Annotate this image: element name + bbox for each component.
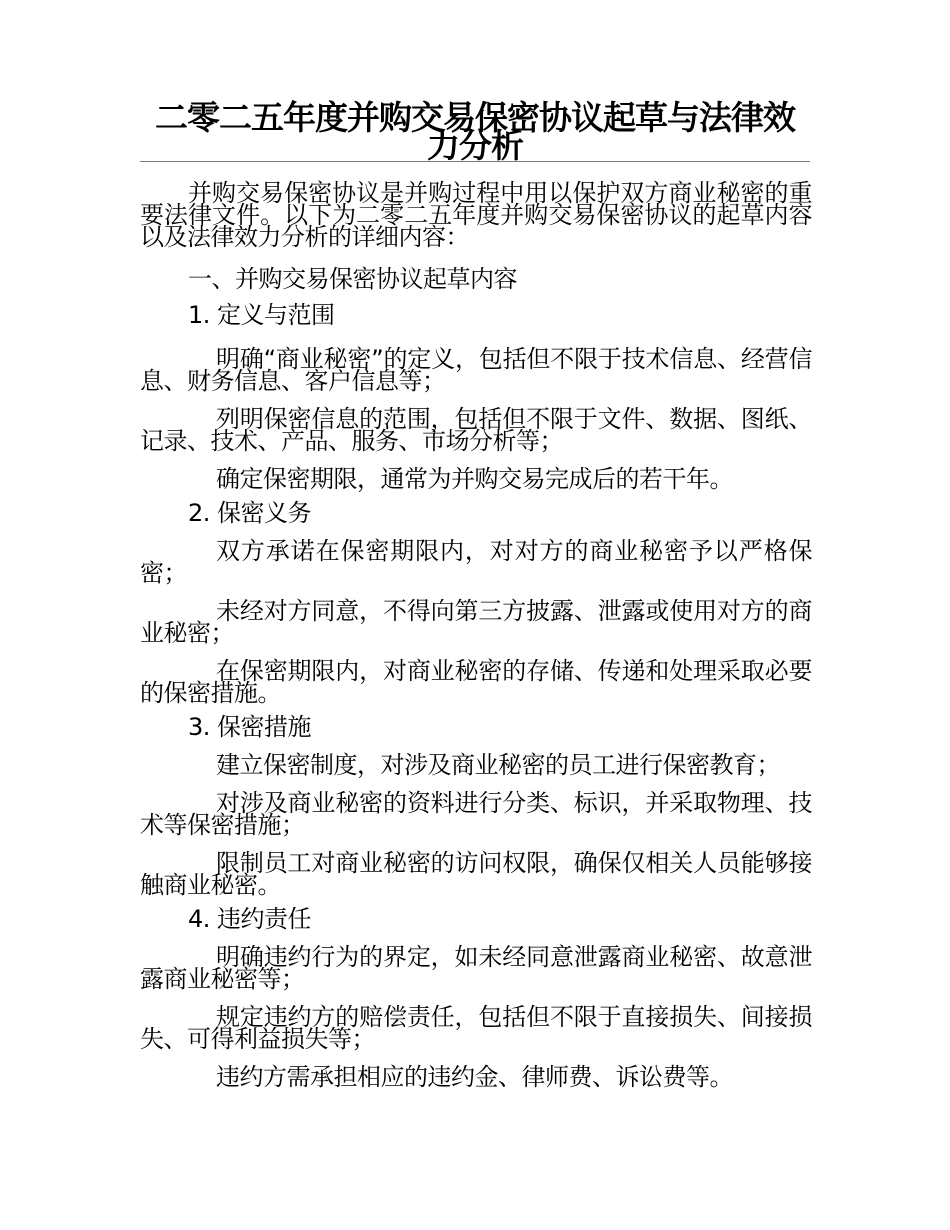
document-title: 二零二五年度并购交易保密协议起草与法律效力分析 <box>155 98 795 165</box>
subsection-heading-liability: 4. 违约责任 <box>188 905 312 933</box>
document-body <box>140 176 812 1091</box>
list-item: 列明保密信息的范围，包括但不限于文件、数据、图纸、记录、技术、产品、服务、市场分析等； <box>140 405 812 455</box>
list-item: 明确违约行为的界定，如未经同意泄露商业秘密、故意泄露商业秘密等； <box>140 943 812 993</box>
list-item: 建立保密制度，对涉及商业秘密的员工进行保密教育； <box>216 751 780 779</box>
list-item: 规定违约方的赔偿责任，包括但不限于直接损失、间接损失、可得利益损失等； <box>140 1003 812 1053</box>
list-item: 双方承诺在保密期限内，对对方的商业秘密予以严格保密； <box>140 537 812 587</box>
intro-paragraph: 并购交易保密协议是并购过程中用以保护双方商业秘密的重要法律文件。以下为二零二五年度并购交易保密协议的起草内容以及法律效力分析的详细内容： <box>140 179 812 251</box>
list-item: 对涉及商业秘密的资料进行分类、标识，并采取物理、技术等保密措施； <box>140 789 812 839</box>
list-item: 在保密期限内，对商业秘密的存储、传递和处理采取必要的保密措施。 <box>140 657 812 707</box>
list-item: 违约方需承担相应的违约金、律师费、诉讼费等。 <box>216 1063 733 1091</box>
list-item: 限制员工对商业秘密的访问权限，确保仅相关人员能够接触商业秘密。 <box>140 849 812 899</box>
list-item: 明确“商业秘密”的定义，包括但不限于技术信息、经营信息、财务信息、客户信息等； <box>140 345 812 395</box>
section-heading: 一、并购交易保密协议起草内容 <box>188 265 517 293</box>
subsection-heading-definition: 1. 定义与范围 <box>188 301 335 329</box>
list-item: 未经对方同意，不得向第三方披露、泄露或使用对方的商业秘密； <box>140 597 812 647</box>
title-underline <box>140 161 810 162</box>
subsection-heading-measures: 3. 保密措施 <box>188 713 312 741</box>
subsection-heading-obligation: 2. 保密义务 <box>188 499 312 527</box>
list-item: 确定保密期限，通常为并购交易完成后的若干年。 <box>216 465 733 493</box>
